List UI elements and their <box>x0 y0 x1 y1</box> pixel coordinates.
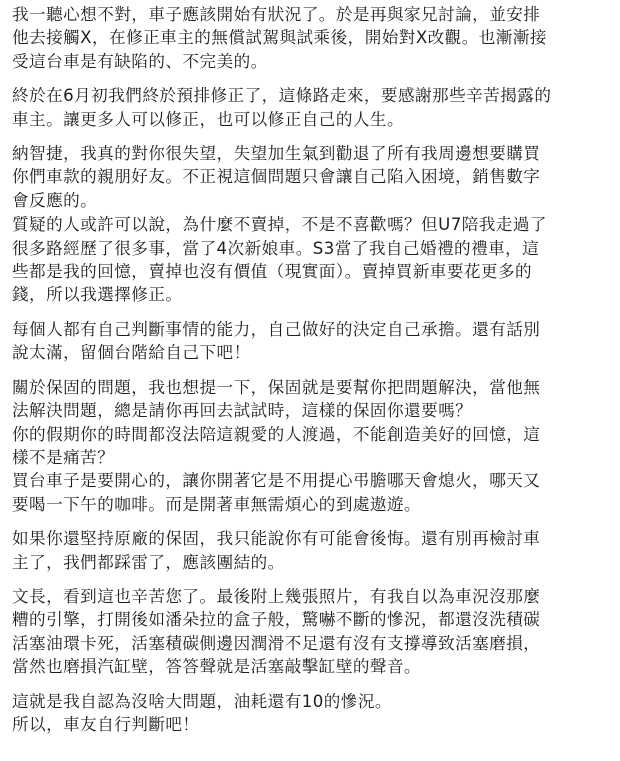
paragraph-1 <box>12 3 610 73</box>
text-line: 你們車款的親朋好友。不正視這個問題只會讓自己陷入困境，銷售數字 <box>12 167 541 187</box>
paragraph-9 <box>12 690 610 737</box>
paragraph-6 <box>12 376 610 516</box>
paragraph-gap <box>12 679 610 690</box>
paragraph-gap <box>12 365 610 376</box>
text-line: 糟的引擎，打開後如潘朵拉的盒子般，驚嚇不斷的慘況，都還沒洗積碳 <box>12 610 541 630</box>
paragraph-4 <box>12 213 610 307</box>
paragraph-gap <box>12 131 610 142</box>
text-line: 買台車子是要開心的，讓你開著它是不用提心弔膽哪天會熄火，哪天又 <box>12 471 541 491</box>
text-line: 如果你還堅持原廠的保固，我只能說你有可能會後悔。還有別再檢討車 <box>12 529 541 549</box>
paragraph-8 <box>12 585 610 679</box>
text-line: 法解決問題，總是請你再回去試試時，這樣的保固你還要嗎？ <box>12 401 473 421</box>
text-line: 他去接觸X，在修正車主的無償試駕與試乘後，開始對X改觀。也漸漸接 <box>12 28 547 48</box>
text-line: 我一聽心想不對，車子應該開始有狀況了。於是再與家兄討論，並安排 <box>12 5 541 24</box>
text-line: 你的假期你的時間都沒法陪這親愛的人渡過，不能創造美好的回憶，這 <box>12 424 541 444</box>
paragraph-2 <box>12 84 610 131</box>
paragraph-gap <box>12 516 610 527</box>
text-line: 質疑的人或許可以說，為什麼不賣掉，不是不喜歡嗎？但U7陪我走過了 <box>12 215 547 235</box>
text-line: 些都是我的回憶，賣掉也沒有價值（現實面）。賣掉買新車要花更多的 <box>12 262 533 282</box>
text-line: 納智捷，我真的對你很失望，失望加生氣到勸退了所有我周邊想要購買 <box>12 144 541 164</box>
text-line: 錢，所以我選擇修正。 <box>12 285 183 305</box>
text-line: 受這台車是有缺陷的、不完美的。 <box>12 51 268 71</box>
text-line: 說太滿，留個台階給自己下吧！ <box>12 343 251 363</box>
text-line: 要喝一下午的咖啡。而是開著車無需煩心的到處遨遊。 <box>12 494 422 514</box>
text-line: 主了，我們都踩雷了，應該團結的。 <box>12 552 285 572</box>
text-line: 會反應的。 <box>12 190 98 210</box>
paragraph-gap <box>12 307 610 318</box>
paragraph-7 <box>12 527 610 574</box>
paragraph-gap <box>12 73 610 84</box>
text-line: 活塞油環卡死，活塞積碳側邊因潤滑不足還有沒有支撐導致活塞磨損， <box>12 633 541 653</box>
text-line: 樣不是痛苦？ <box>12 447 115 467</box>
text-line: 很多路經歷了很多事，當了4次新娘車。S3當了我自己婚禮的禮車，這 <box>12 238 540 258</box>
paragraph-3 <box>12 142 610 212</box>
text-line: 當然也磨損汽缸壁，答答聲就是活塞敲擊缸壁的聲音。 <box>12 657 422 677</box>
paragraph-5 <box>12 318 610 365</box>
text-line: 車主。讓更多人可以修正，也可以修正自己的人生。 <box>12 109 405 129</box>
paragraph-gap <box>12 574 610 585</box>
text-line: 終於在6月初我們終於預排修正了，這條路走來，要感謝那些辛苦揭露的 <box>12 86 552 106</box>
text-line: 關於保固的問題，我也想提一下，保固就是要幫你把問題解決，當他無 <box>12 377 541 397</box>
text-line: 文長，看到這也辛苦您了。最後附上幾張照片，有我自以為車況沒那麼 <box>12 586 541 606</box>
text-line: 每個人都有自己判斷事情的能力，自己做好的決定自己承擔。還有話別 <box>12 319 541 339</box>
text-line: 這就是我自認為沒啥大問題，油耗還有10的慘況。 <box>12 691 392 711</box>
text-line: 所以，車友自行判斷吧！ <box>12 714 200 734</box>
